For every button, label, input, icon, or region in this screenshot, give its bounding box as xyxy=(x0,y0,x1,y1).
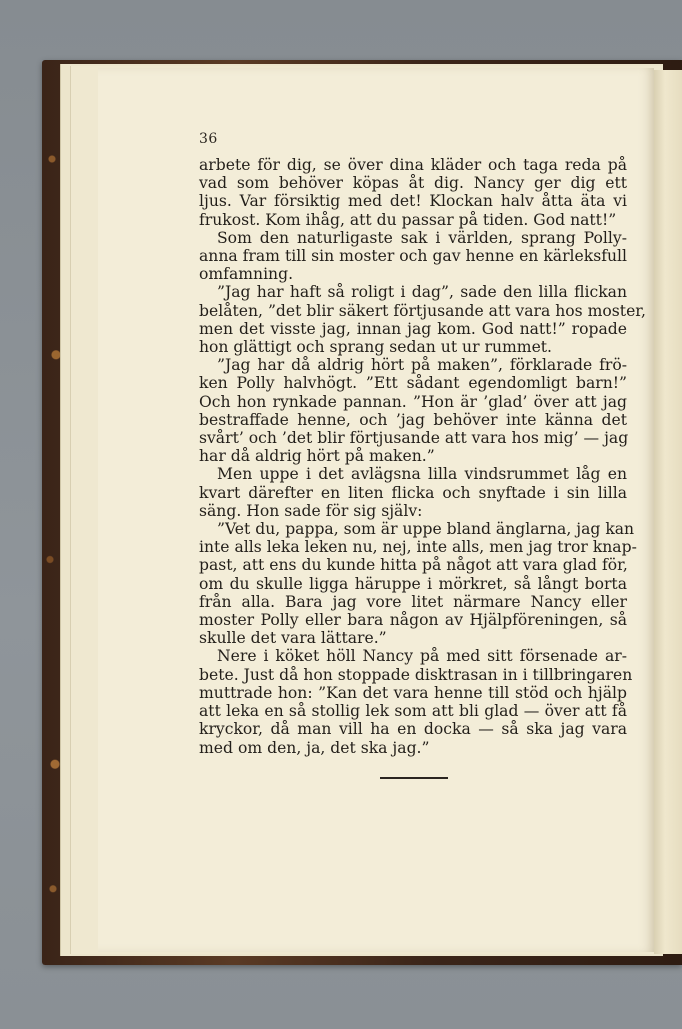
facing-page-edge xyxy=(654,70,682,954)
text-line: svårt’ och ’det blir förtjusande att vara hos mig’ — jag xyxy=(199,429,629,448)
text-line: belåten, ”det blir säkert förtjusande att vara hos moster, xyxy=(199,301,647,320)
text-line: anna fram till sin moster och gav henne en kärleksfull xyxy=(199,247,627,266)
page-number: 36 xyxy=(199,131,218,147)
text-line: har då aldrig hört på maken.” xyxy=(199,447,435,466)
text-line: kvart därefter en liten flicka och snyftade i sin lilla xyxy=(199,483,627,502)
text-line: moster Polly eller bara någon av Hjälpföreningen, så xyxy=(199,611,627,630)
body-text xyxy=(199,156,647,757)
text-line: ken Polly halvhögt. ”Ett sådant egendomligt barn!” xyxy=(199,374,627,393)
text-line: omfamning. xyxy=(199,265,294,284)
text-line: ”Vet du, pappa, som är uppe bland änglarna, jag kan xyxy=(217,520,635,539)
text-line: men det visste jag, innan jag kom. God natt!” ropade xyxy=(199,319,627,338)
text-line: Men uppe i det avlägsna lilla vindsrummet låg en xyxy=(217,465,627,484)
text-line: hon glättigt och sprang sedan ut ur rummet. xyxy=(199,338,553,357)
text-line: frukost. Kom ihåg, att du passar på tiden. God natt!” xyxy=(199,210,617,229)
text-line: Och hon rynkade pannan. ”Hon är ’glad’ över att jag xyxy=(199,392,627,411)
text-line: bestraffade henne, och ’jag behöver inte känna det xyxy=(199,410,627,429)
text-line: med om den, ja, det ska jag.” xyxy=(199,738,430,757)
text-line: past, att ens du kunde hitta på något att vara glad för, xyxy=(199,556,628,575)
text-line: Som den naturligaste sak i världen, sprang Polly- xyxy=(217,228,627,247)
text-line: säng. Hon sade för sig själv: xyxy=(199,501,423,520)
text-line: från alla. Bara jag vore litet närmare Nancy eller xyxy=(199,592,627,611)
text-line: ljus. Var försiktig med det! Klockan halv åtta äta vi xyxy=(199,192,627,211)
section-divider xyxy=(380,777,448,779)
text-line: ”Jag har då aldrig hört på maken”, förklarade frö- xyxy=(217,356,627,375)
text-line: ”Jag har haft så roligt i dag”, sade den lilla flickan xyxy=(217,283,627,302)
text-line: inte alls leka leken nu, nej, inte alls, men jag tror knap- xyxy=(199,538,637,557)
text-line: bete. Just då hon stoppade disktrasan in i tillbringaren xyxy=(199,665,633,684)
text-line: att leka en så stollig lek som att bli glad — över att få xyxy=(199,702,627,721)
text-line: muttrade hon: ”Kan det vara henne till stöd och hjälp xyxy=(199,683,627,702)
text-line: Nere i köket höll Nancy på med sitt försenade ar- xyxy=(217,647,627,666)
text-line: arbete för dig, se över dina kläder och taga reda på xyxy=(199,156,627,174)
text-line: vad som behöver köpas åt dig. Nancy ger dig ett xyxy=(199,174,627,193)
text-line: om du skulle ligga häruppe i mörkret, så långt borta xyxy=(199,574,627,593)
text-line: kryckor, då man vill ha en docka — så ska jag vara xyxy=(199,720,627,739)
text-line: skulle det vara lättare.” xyxy=(199,629,387,648)
